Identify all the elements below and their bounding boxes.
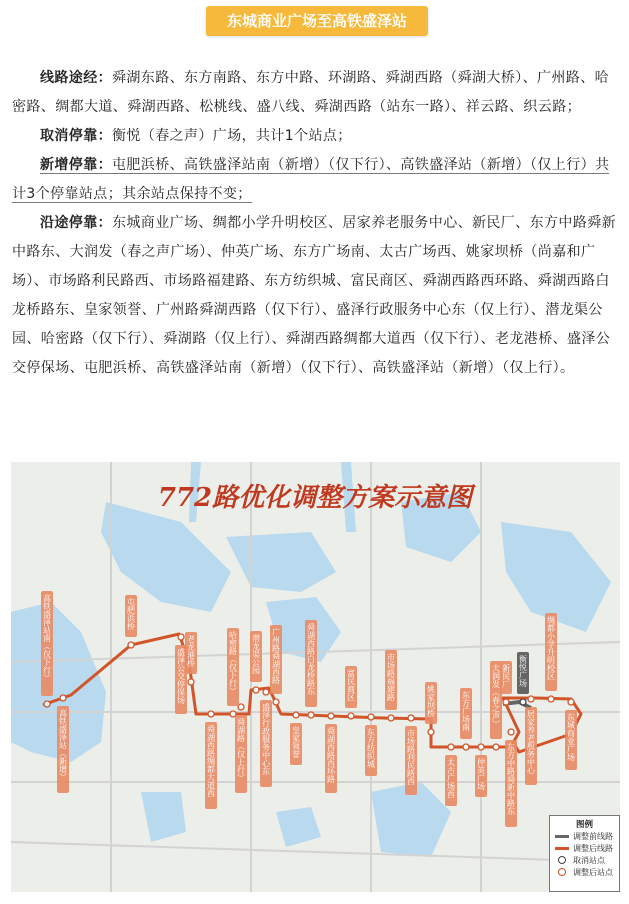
stop-label: 哈密路（仅下行） — [228, 631, 238, 695]
stop-marker — [273, 699, 279, 705]
stop-label: 舜湖西路白龙桥路东 — [306, 623, 316, 695]
stop-label: 仲英广场 — [476, 758, 486, 790]
stop-label: 东方中路舜新中路东 — [506, 743, 516, 815]
map-title: 772路优化调整方案示意图 — [157, 483, 473, 513]
stops-paragraph — [12, 209, 618, 383]
stops-label: 沿途停靠： — [40, 215, 112, 231]
stop-label: 舜湖西路西环路 — [326, 727, 336, 783]
legend-item-cancelled-stop — [550, 854, 619, 866]
stop-marker — [388, 715, 394, 721]
stop-label: 高铁盛泽站（新增） — [58, 709, 68, 781]
stop-marker — [238, 704, 244, 710]
stop-marker — [448, 744, 454, 750]
cancel-paragraph — [12, 122, 618, 151]
stop-marker — [328, 713, 334, 719]
page-title-banner — [206, 6, 428, 36]
stop-marker — [408, 715, 414, 721]
stop-marker — [508, 729, 514, 735]
stop-marker — [478, 744, 484, 750]
new-route-line-icon — [555, 847, 569, 850]
stop-label: 皇家领誉 — [291, 726, 301, 758]
stop-label: 盛泽行政服务中心东 — [261, 703, 271, 775]
stop-label: 新民厂 — [501, 664, 511, 688]
cancel-label: 取消停靠： — [40, 128, 112, 144]
old-route-line-icon — [555, 835, 569, 838]
stop-label: 潜龙渠公园 — [251, 634, 261, 674]
stop-marker — [230, 711, 236, 717]
stop-label: 屯肥浜桥 — [126, 598, 136, 630]
stop-label: 舜湖路（仅上行） — [236, 718, 246, 782]
stop-marker — [44, 701, 50, 707]
legend-label: 调整前线路 — [573, 831, 613, 841]
stop-marker — [188, 679, 194, 685]
stop-marker — [503, 699, 509, 705]
stop-marker — [548, 696, 554, 702]
stop-marker — [293, 712, 299, 718]
stop-label: 姚家坝桥 — [426, 685, 436, 717]
stops-text: 东城商业广场、绸都小学升明校区、居家养老服务中心、新民厂、东方中路舜新中路东、大润发（春之声广场）、仲英广场、东方广场南、太古广场西、姚家坝桥（尚嘉和广场）、市场路利民路西、市场路福建路、东方纺织城、富民商区、舜湖西路西环路、舜湖西路白龙桥路东、皇家领誉、广州路舜湖西路（仅下行）、盛泽行政服务中心东（仅上行）、潜龙渠公园、哈密路（仅下行）、舜湖路（仅上行）、舜湖西路绸都大道西（仅下行）、老龙港桥、盛泽公交停保场、屯肥浜桥、高铁盛泽站南（新增）（仅下行）、高铁盛泽站（新增）（仅上行）。 — [12, 215, 616, 376]
stop-label: 东方广场南 — [461, 691, 471, 731]
map-canvas — [11, 462, 620, 892]
stop-label: 绸都小学升明校区 — [546, 616, 556, 680]
stop-label: 广州路舜湖西路 — [271, 628, 281, 684]
stop-marker — [568, 699, 574, 705]
map-legend — [549, 815, 620, 892]
stop-marker — [208, 711, 214, 717]
stop-label: 东方纺织城 — [366, 728, 376, 768]
stop-marker — [308, 712, 314, 718]
stop-marker — [493, 744, 499, 750]
stop-marker — [348, 713, 354, 719]
route-map — [11, 462, 620, 892]
stop-label: 市场路利民路西 — [406, 729, 416, 785]
stop-marker — [463, 744, 469, 750]
route-text: 舜湖东路、东方南路、东方中路、环湖路、舜湖西路（舜湖大桥）、广州路、哈密路、绸都大道、舜湖西路、松桃线、盛八线、舜湖西路（站东一路）、祥云路、织云路； — [12, 70, 609, 115]
stop-marker — [253, 687, 259, 693]
stop-marker — [263, 689, 269, 695]
stop-label: 衡悦广场 — [518, 655, 528, 687]
legend-item-new-route — [550, 842, 619, 854]
legend-label: 调整后线路 — [573, 843, 613, 853]
cancelled-stop-marker — [520, 699, 526, 705]
stop-marker — [528, 696, 534, 702]
stop-label: 太古广场西 — [446, 758, 456, 798]
stop-label: 高铁盛泽站南（仅下行） — [42, 594, 52, 682]
cancel-text: 衡悦（春之声）广场，共计1个站点； — [112, 128, 352, 144]
legend-label: 取消站点 — [573, 855, 605, 865]
stop-label: 舜湖西路绸都大道西 — [206, 725, 216, 797]
legend-item-new-stop — [550, 866, 619, 878]
added-text: 屯肥浜桥、高铁盛泽站南（新增）（仅下行）、高铁盛泽站（新增）（仅上行）共计3个停靠站点；其余站点保持不变； — [12, 157, 610, 202]
stop-label: 大润发（春之声） — [491, 664, 501, 728]
route-paragraph — [12, 64, 618, 122]
cancelled-stop-icon — [558, 856, 566, 864]
legend-item-old-route — [550, 830, 619, 842]
stop-marker — [368, 714, 374, 720]
page-title: 东城商业广场至高铁盛泽站 — [226, 12, 407, 30]
route-description — [12, 64, 618, 383]
stop-label: 市场路福建路 — [386, 653, 396, 701]
stop-marker — [60, 695, 66, 701]
stop-marker — [178, 634, 184, 640]
legend-title: 图例 — [575, 820, 593, 830]
legend-label: 调整后站点 — [573, 867, 613, 877]
stop-label: 东城商业广场 — [566, 713, 576, 761]
new-stop-icon — [558, 868, 566, 876]
added-label: 新增停靠： — [40, 157, 112, 173]
stop-label: 老龙港桥 — [186, 635, 196, 667]
added-paragraph — [12, 151, 618, 209]
stop-label: 富民商区 — [346, 669, 356, 701]
stop-label: 居家养老服务中心 — [526, 710, 536, 774]
route-label: 线路途经： — [40, 70, 112, 86]
stop-marker — [428, 729, 434, 735]
stop-label: 盛泽公交停保场 — [176, 648, 186, 704]
stop-marker — [128, 642, 134, 648]
